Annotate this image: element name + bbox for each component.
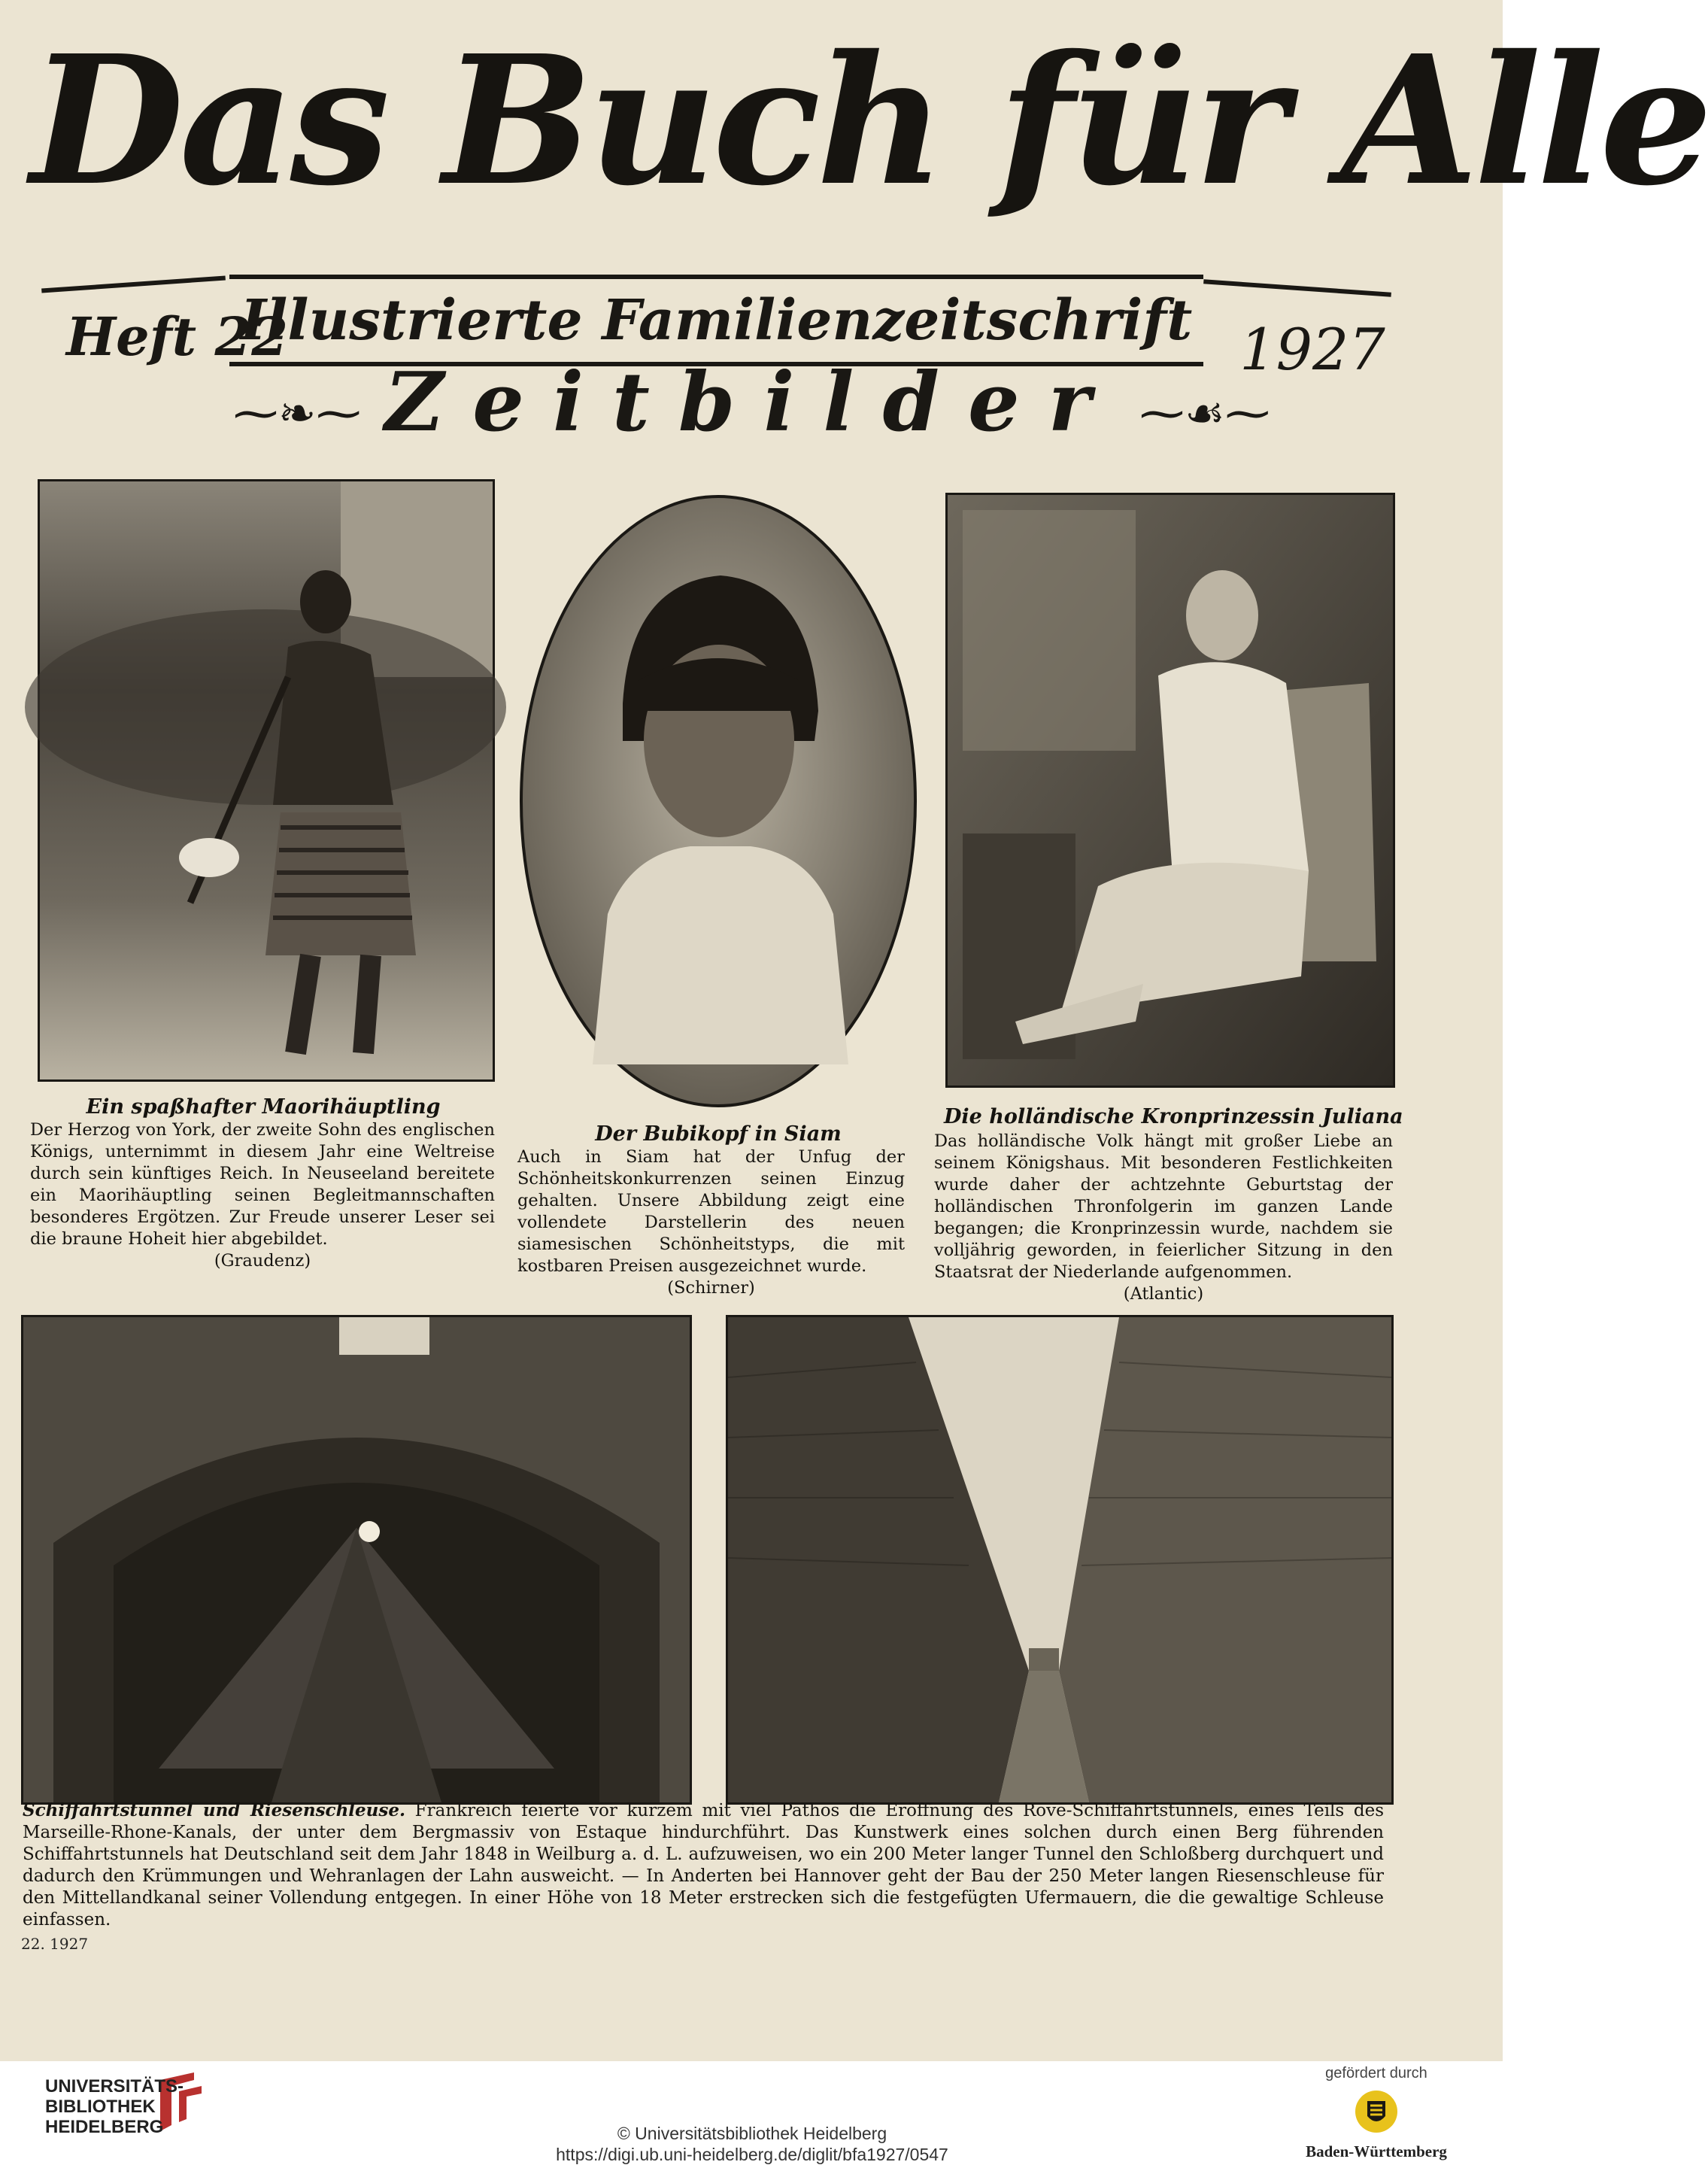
footer-credits bbox=[451, 2123, 1053, 2165]
photo-siam-portrait bbox=[517, 493, 920, 1110]
caption-title-siam: Der Bubikopf in Siam bbox=[595, 1122, 842, 1146]
state-coat-of-arms-icon bbox=[1354, 2089, 1399, 2134]
issue-number: 22. 1927 bbox=[21, 1935, 89, 1953]
caption-text-siam: Auch in Siam hat der Unfug der Schönheitskonkurrenzen seinen Einzug gehalten. Unsere Abbildung zeigt eine vollendete Darstellerin des neuen siamesischen Schönheitstyps, die mit kostbaren Preisen ausgezeichnet wurde. bbox=[517, 1147, 905, 1276]
photo-maori-chief bbox=[38, 479, 495, 1082]
banner-divider-right bbox=[1203, 279, 1391, 296]
year-label: 1927 bbox=[1239, 316, 1385, 383]
caption-text-maori: Der Herzog von York, der zweite Sohn des englischen Königs, unternimmt in diesem Jahr eine Weltreise durch sein künftiges Reich. In Neuseeland bereitete ein Maorihäuptling seinen Begleitmannschaften besonderes Ergötzen. Zur Freude unserer Leser sei die braune Hoheit hier abgebildet. bbox=[30, 1120, 495, 1249]
bottom-article-body: Frankreich feierte vor kurzem mit viel Pathos die Eröffnung des Rove-Schiffahrtstunnels, eines Teils des Marseille-Rhone-Kanals, der unter dem Bergmassiv von Estaque hindurchführt. Das Kunstwerk eines solchen durch einen Berg führenden Schiffahrtstunnels hat Deutschland seit dem Jahr 1848 in Weilburg a. d. L. aufzuweisen, wo ein 200 Meter langer Tunnel den Schloßberg durchquert und dadurch den Krümmungen und Wehranlagen der Lahn ausweicht. — In Anderten bei Hannover geht der Bau der 250 Meter langen Riesenschleuse für den Mittellandkanal seiner Vollendung entgegen. In einer Höhe von 18 Meter erstrecken sich die festgefügten Ufermauern, die die gewaltige Schleuse einfassen. bbox=[23, 1801, 1385, 1930]
caption-body-juliana bbox=[934, 1131, 1393, 1305]
bottom-article-title: Schiffahrtstunnel und Riesenschleuse. bbox=[23, 1800, 405, 1820]
banner-divider-left bbox=[41, 275, 226, 293]
caption-body-maori bbox=[30, 1119, 495, 1272]
sponsor-block bbox=[1294, 2065, 1459, 2161]
ornament-left-icon: ⁓❧⁓ bbox=[233, 387, 362, 440]
bottom-article bbox=[23, 1799, 1384, 1931]
caption-body-siam bbox=[517, 1146, 905, 1299]
masthead-subtitle: Illustrierte Familienzeitschrift bbox=[229, 275, 1203, 366]
caption-title-juliana: Die holländische Kronprinzessin Juliana bbox=[944, 1105, 1403, 1128]
library-name bbox=[45, 2076, 184, 2137]
caption-credit-maori: (Graudenz) bbox=[214, 1251, 311, 1271]
photo-giant-lock bbox=[726, 1315, 1394, 1805]
copyright-text: © Universitätsbibliothek Heidelberg bbox=[617, 2124, 887, 2143]
photo-princess-juliana bbox=[945, 493, 1395, 1088]
library-name-line1: UNIVERSITÄTS- bbox=[45, 2076, 184, 2097]
library-name-line3: HEIDELBERG bbox=[45, 2117, 164, 2137]
ornament-right-icon: ⁓☙⁓ bbox=[1139, 387, 1270, 440]
masthead-title: Das Buch für Alle bbox=[30, 16, 1708, 225]
sponsor-state: Baden-Württemberg bbox=[1306, 2142, 1447, 2160]
issue-label: Heft 22 bbox=[66, 305, 288, 368]
sponsor-label: gefördert durch bbox=[1325, 2065, 1427, 2081]
source-url-link[interactable]: https://digi.ub.uni-heidelberg.de/diglit/bfa1927/0547 bbox=[556, 2145, 948, 2164]
caption-title-maori: Ein spaßhafter Maorihäuptling bbox=[86, 1095, 441, 1119]
library-name-line2: BIBLIOTHEK bbox=[45, 2097, 156, 2117]
caption-credit-juliana: (Atlantic) bbox=[1123, 1284, 1204, 1304]
section-title: Zeitbilder bbox=[384, 355, 1120, 450]
photo-ship-tunnel bbox=[21, 1315, 692, 1805]
caption-text-juliana: Das holländische Volk hängt mit großer Liebe an seinem Königshaus. Mit besonderen Festlichkeiten wurde daher der achtzehnte Geburtstag der holländischen Thronfolgerin im ganzen Lande begangen; die Kronprinzessin wurde, nachdem sie volljährig geworden, in feierlicher Sitzung in den Staatsrat der Niederlande aufgenommen. bbox=[934, 1131, 1393, 1282]
caption-credit-siam: (Schirner) bbox=[667, 1278, 755, 1298]
